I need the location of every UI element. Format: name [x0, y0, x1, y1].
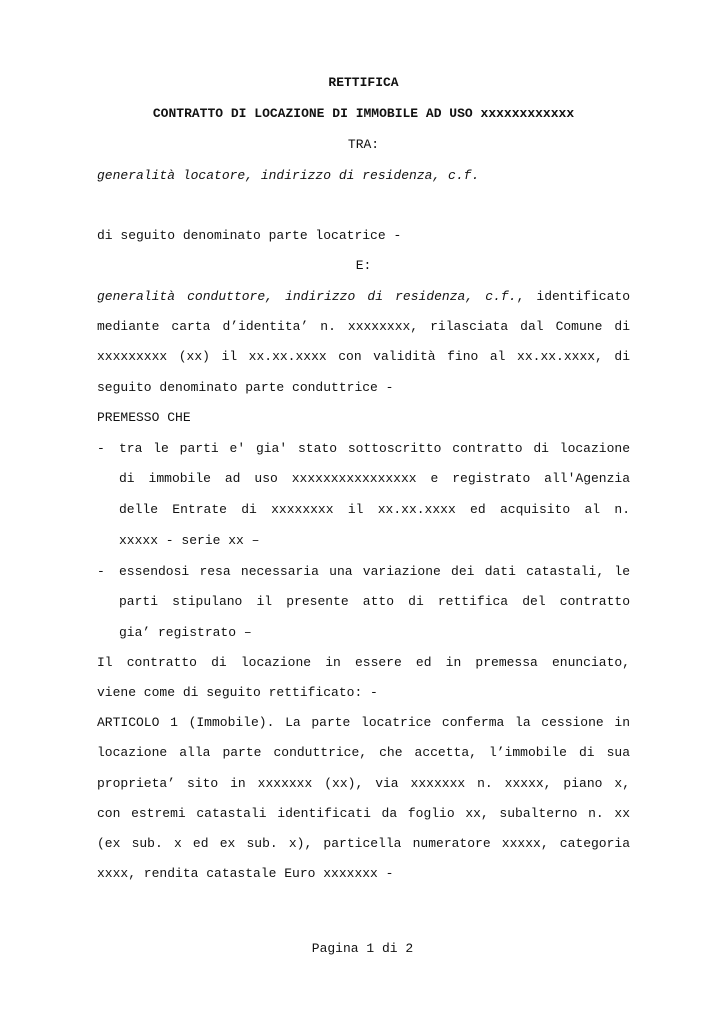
bullet-1-line-4: xxxxx - serie xx –	[119, 533, 260, 548]
document-subtitle: CONTRATTO DI LOCAZIONE DI IMMOBILE AD USO xxxxxxxxxxxx	[152, 106, 575, 121]
premesso-heading: PREMESSO CHE	[97, 410, 191, 425]
conduttore-identificato: , identificato	[516, 289, 631, 304]
articolo-1-line-3: proprieta’ sito in xxxxxxx (xx), via xxxxxxx n. xxxxx, piano x,	[97, 776, 630, 791]
conduttore-line-2: mediante carta d’identita’ n. xxxxxxxx, rilasciata dal Comune di	[97, 319, 630, 334]
conduttore-details: generalità conduttore, indirizzo di residenza, c.f.	[97, 289, 517, 304]
contratto-line-2: viene come di seguito rettificato: -	[97, 685, 378, 700]
articolo-1-line-4: con estremi catastali identificati da foglio xx, subalterno n. xx	[97, 806, 630, 821]
conduttore-line-3: xxxxxxxxx (xx) il xx.xx.xxxx con validità fino al xx.xx.xxxx, di	[97, 349, 630, 364]
contratto-line-1: Il contratto di locazione in essere ed in premessa enunciato,	[97, 655, 630, 670]
bullet-1-line-3: delle Entrate di xxxxxxxx il xx.xx.xxxx ed acquisito al n.	[119, 502, 630, 517]
articolo-1-line-2: locazione alla parte conduttrice, che accetta, l’immobile di sua	[97, 745, 630, 760]
locatrice-label: di seguito denominato parte locatrice -	[97, 228, 402, 243]
tra-label: TRA:	[347, 137, 380, 152]
page-number: Pagina 1 di 2	[311, 941, 414, 956]
bullet-2-line-3: gia’ registrato –	[119, 625, 252, 640]
conduttore-line-4: seguito denominato parte conduttrice -	[97, 380, 394, 395]
bullet-2-line-2: parti stipulano il presente atto di rettifica del contratto	[119, 594, 630, 609]
bullet-1-line-1: tra le parti e' gia' stato sottoscritto contratto di locazione	[119, 441, 630, 456]
bullet-2-marker: -	[97, 564, 105, 579]
conduttore-line-1	[97, 289, 630, 305]
articolo-1-line-5: (ex sub. x ed ex sub. x), particella numeratore xxxxx, categoria	[97, 836, 630, 851]
document-title: RETTIFICA	[328, 75, 399, 90]
articolo-1-line-6: xxxx, rendita catastale Euro xxxxxxx -	[97, 866, 394, 881]
bullet-1-marker: -	[97, 441, 105, 456]
locatore-details: generalità locatore, indirizzo di residenza, c.f.	[97, 168, 480, 183]
bullet-1-line-2: di immobile ad uso xxxxxxxxxxxxxxxx e registrato all'Agenzia	[119, 471, 630, 486]
articolo-1-line-1: ARTICOLO 1 (Immobile). La parte locatrice conferma la cessione in	[97, 715, 630, 730]
e-label: E:	[355, 258, 372, 273]
bullet-2-line-1: essendosi resa necessaria una variazione dei dati catastali, le	[119, 564, 630, 579]
